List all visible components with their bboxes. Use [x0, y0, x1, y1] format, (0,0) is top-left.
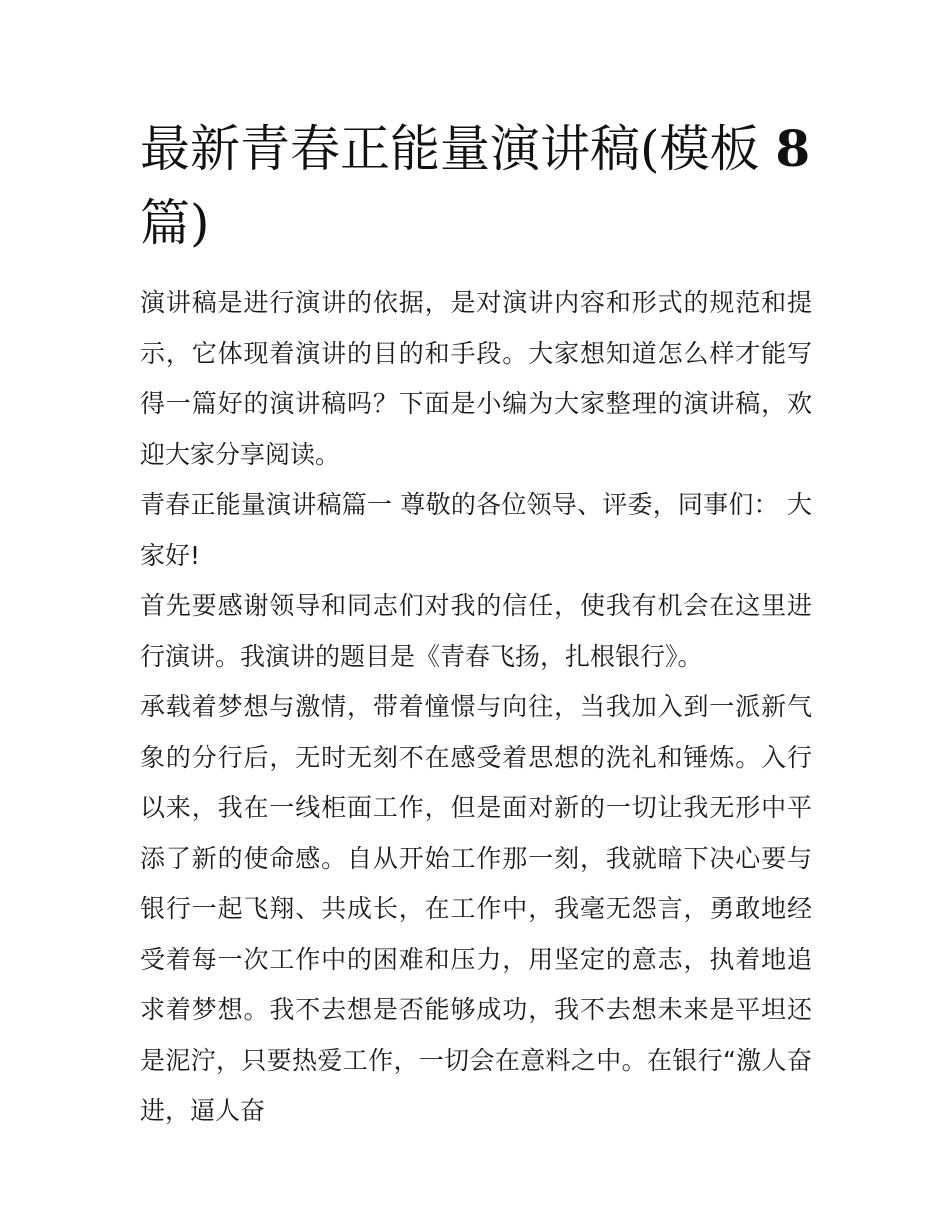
paragraph-greeting: 青春正能量演讲稿篇一 尊敬的各位领导、评委，同事们： 大家好! [140, 490, 812, 570]
title-tail: 篇) [140, 194, 210, 252]
document-body [140, 278, 812, 1137]
title-number: 8 [775, 119, 811, 178]
title-text: 最新青春正能量演讲稿(模板 [140, 120, 760, 178]
document-title [140, 112, 820, 260]
paragraph-main: 承载着梦想与激情，带着憧憬与向往，当我加入到一派新气象的分行后，无时无刻不在感受着思想的洗礼和锤炼。入行以来，我在一线柜面工作，但是面对新的一切让我无形中平添了新的使命感。自从开始工作那一刻，我就暗下决心要与银行一起飞翔、共成长，在工作中，我毫无怨言，勇敢地经受着每一次工作中的困难和压力，用坚定的意志，执着地追求着梦想。我不去想是否能够成功，我不去想未来是平坦还是泥泞，只要热爱工作，一切会在意料之中。在银行“激人奋进，逼人奋 [140, 692, 812, 1125]
paragraph-intro: 演讲稿是进行演讲的依据，是对演讲内容和形式的规范和提示，它体现着演讲的目的和手段。大家想知道怎么样才能写得一篇好的演讲稿吗？下面是小编为大家整理的演讲稿，欢迎大家分享阅读。 [140, 288, 812, 469]
paragraph-thanks: 首先要感谢领导和同志们对我的信任，使我有机会在这里进行演讲。我演讲的题目是《青春飞扬，扎根银行》。 [140, 591, 812, 671]
